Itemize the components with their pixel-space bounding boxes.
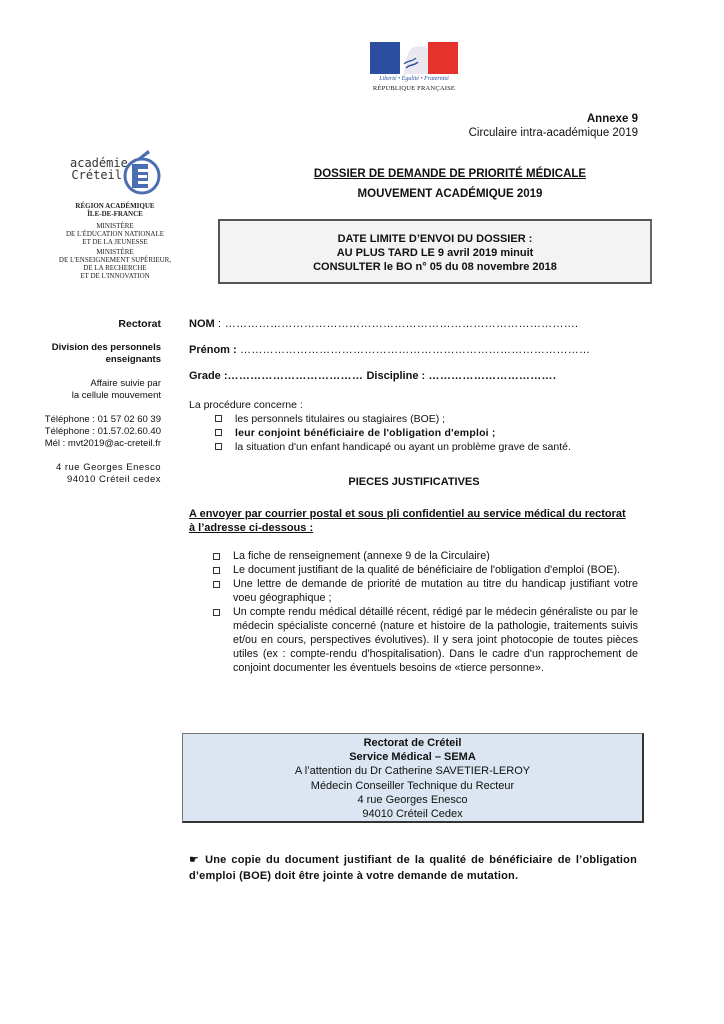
address-line: 94010 Créteil cedex bbox=[67, 474, 161, 485]
address-box-line: Rectorat de Créteil bbox=[363, 737, 462, 749]
note-text: Une copie du document justifiant de la qualité de bénéficiaire de l’obligation d’emploi (BOE) doit être jointe à votre demande de mutation. bbox=[189, 854, 637, 882]
pieces-list bbox=[213, 549, 638, 675]
pointing-hand-icon: ☛ bbox=[189, 854, 200, 866]
phone-2: Téléphone : 01.57.02.60.40 bbox=[44, 426, 161, 437]
contact-details bbox=[1, 414, 161, 450]
pieces-title: PIECES JUSTIFICATIVES bbox=[348, 476, 480, 488]
prenom-label: Prénom : bbox=[189, 344, 237, 356]
boe-note bbox=[189, 852, 637, 884]
document-title: DOSSIER DE DEMANDE DE PRIORITÉ MÉDICALE bbox=[313, 168, 587, 180]
document-subtitle: MOUVEMENT ACADÉMIQUE 2019 bbox=[357, 188, 543, 200]
checkbox-icon[interactable] bbox=[213, 567, 220, 574]
send-instructions: A envoyer par courrier postal et sous pli confidentiel au service médical du rectorat à l’adresse ci-dessous : bbox=[189, 508, 626, 534]
list-item bbox=[213, 605, 638, 675]
rectorat-label: Rectorat bbox=[118, 318, 161, 330]
region-label: RÉGION ACADÉMIQUE bbox=[75, 202, 155, 210]
medical-service-address-box bbox=[182, 733, 644, 823]
republique-francaise-logo bbox=[368, 42, 460, 96]
discipline-input-line[interactable]: ……………………………. bbox=[425, 370, 557, 382]
address-box-line: 94010 Créteil Cedex bbox=[362, 808, 463, 821]
procedure-list bbox=[189, 412, 639, 454]
annex-header bbox=[469, 112, 638, 140]
sidebar-address bbox=[1, 462, 161, 486]
division-label bbox=[1, 342, 161, 366]
nom-label: NOM bbox=[189, 318, 215, 330]
ministry2-line: DE LA RECHERCHE bbox=[83, 264, 147, 272]
marianne-flag-icon bbox=[370, 42, 458, 74]
checkbox-icon[interactable] bbox=[215, 429, 222, 436]
academie-wordmark bbox=[70, 156, 128, 182]
address-line: 4 rue Georges Enesco bbox=[55, 462, 161, 473]
checkbox-icon[interactable] bbox=[215, 443, 222, 450]
procedure-section bbox=[189, 398, 639, 454]
address-box-line: Médecin Conseiller Technique du Recteur bbox=[310, 779, 515, 792]
discipline-label: Discipline : bbox=[366, 370, 426, 382]
email-link[interactable]: Mél : mvt2019@ac-creteil.fr bbox=[44, 438, 161, 449]
ministry1-line: MINISTÈRE bbox=[96, 222, 134, 230]
list-item bbox=[215, 426, 639, 440]
academie-org-text bbox=[40, 202, 190, 280]
followup-line: la cellule mouvement bbox=[71, 390, 161, 401]
ministry2-line: ET DE L'INNOVATION bbox=[80, 272, 150, 280]
ministry2-line: MINISTÈRE bbox=[96, 248, 134, 256]
followup-label bbox=[1, 378, 161, 402]
list-item bbox=[213, 563, 638, 577]
deadline-date: AU PLUS TARD LE 9 avril 2019 minuit bbox=[336, 247, 534, 259]
division-line: enseignants bbox=[105, 354, 161, 365]
checkbox-icon[interactable] bbox=[213, 581, 220, 588]
piece-text: Un compte rendu médical détaillé récent, rédigé par le médecin généraliste ou par le médecin spécialiste concerné (nature et histoire de la pathologie, traitements suivis et/ou en cours, perspectives évolutives). Il y sera joint photocopie de toutes pièces utiles (ex : compte-rendu d'hospitalisation). Dans le cadre d'un rapprochement de conjoint documenter les éventuels besoins de «tierce personne». bbox=[233, 606, 638, 674]
prenom-input-line[interactable]: ………………………………………………………………………………… bbox=[236, 344, 591, 356]
deadline-box bbox=[218, 219, 652, 284]
academie-e-logo-icon bbox=[122, 148, 162, 196]
piece-text: Une lettre de demande de priorité de mutation au titre du handicap justifiant votre voeu géographique ; bbox=[233, 578, 638, 604]
nom-field[interactable] bbox=[189, 318, 578, 330]
list-item bbox=[215, 412, 639, 426]
address-box-line: Service Médical – SEMA bbox=[349, 751, 476, 764]
list-item bbox=[215, 440, 639, 454]
division-line: Division des personnels bbox=[51, 342, 161, 353]
piece-text: La fiche de renseignement (annexe 9 de la Circulaire) bbox=[233, 550, 490, 562]
list-item bbox=[213, 549, 638, 563]
region-name: ÎLE-DE-FRANCE bbox=[87, 210, 143, 218]
ministry1-line: ET DE LA JEUNESSE bbox=[82, 238, 148, 246]
procedure-item-text: leur conjoint bénéficiaire de l'obligation d'emploi ; bbox=[235, 427, 496, 439]
contact-sidebar bbox=[1, 318, 161, 486]
followup-line: Affaire suivie par bbox=[90, 378, 161, 389]
nom-input-line[interactable]: : …………………………………………………………………………………. bbox=[214, 318, 579, 330]
address-box-line: A l’attention du Dr Catherine SAVETIER-LEROY bbox=[294, 765, 531, 778]
grade-label: Grade : bbox=[189, 370, 228, 382]
grade-input-line[interactable]: ……………………………… bbox=[227, 370, 367, 382]
phone-1: Téléphone : 01 57 02 60 39 bbox=[44, 414, 161, 425]
prenom-field[interactable] bbox=[189, 344, 590, 356]
academie-word: académie bbox=[70, 156, 128, 170]
checkbox-icon[interactable] bbox=[215, 415, 222, 422]
motto: Liberté • Égalité • Fraternité bbox=[379, 76, 449, 82]
marianne-profile-icon bbox=[400, 42, 428, 74]
checkbox-icon[interactable] bbox=[213, 553, 220, 560]
procedure-item-text: les personnels titulaires ou stagiaires (BOE) ; bbox=[235, 413, 446, 425]
ministry1-line: DE L'ÉDUCATION NATIONALE bbox=[65, 230, 165, 238]
annex-number: Annexe 9 bbox=[586, 113, 638, 125]
address-box-line: 4 rue Georges Enesco bbox=[357, 793, 468, 806]
creteil-word: Créteil bbox=[71, 168, 122, 182]
deadline-reference: CONSULTER le BO n° 05 du 08 novembre 2018 bbox=[313, 261, 557, 273]
procedure-item-text: la situation d'un enfant handicapé ou ayant un problème grave de santé. bbox=[235, 441, 571, 453]
grade-discipline-field[interactable] bbox=[189, 370, 556, 382]
circular-label: Circulaire intra-académique 2019 bbox=[468, 127, 638, 139]
republique-francaise-label: RÉPUBLIQUE FRANÇAISE bbox=[372, 85, 456, 92]
procedure-intro: La procédure concerne : bbox=[189, 399, 303, 411]
ministry2-line: DE L'ENSEIGNEMENT SUPÉRIEUR, bbox=[58, 256, 172, 264]
piece-text: Le document justifiant de la qualité de bénéficiaire de l'obligation d'emploi (BOE). bbox=[233, 564, 621, 576]
list-item bbox=[213, 577, 638, 605]
checkbox-icon[interactable] bbox=[213, 609, 220, 616]
deadline-line: DATE LIMITE D’ENVOI DU DOSSIER : bbox=[337, 233, 533, 245]
